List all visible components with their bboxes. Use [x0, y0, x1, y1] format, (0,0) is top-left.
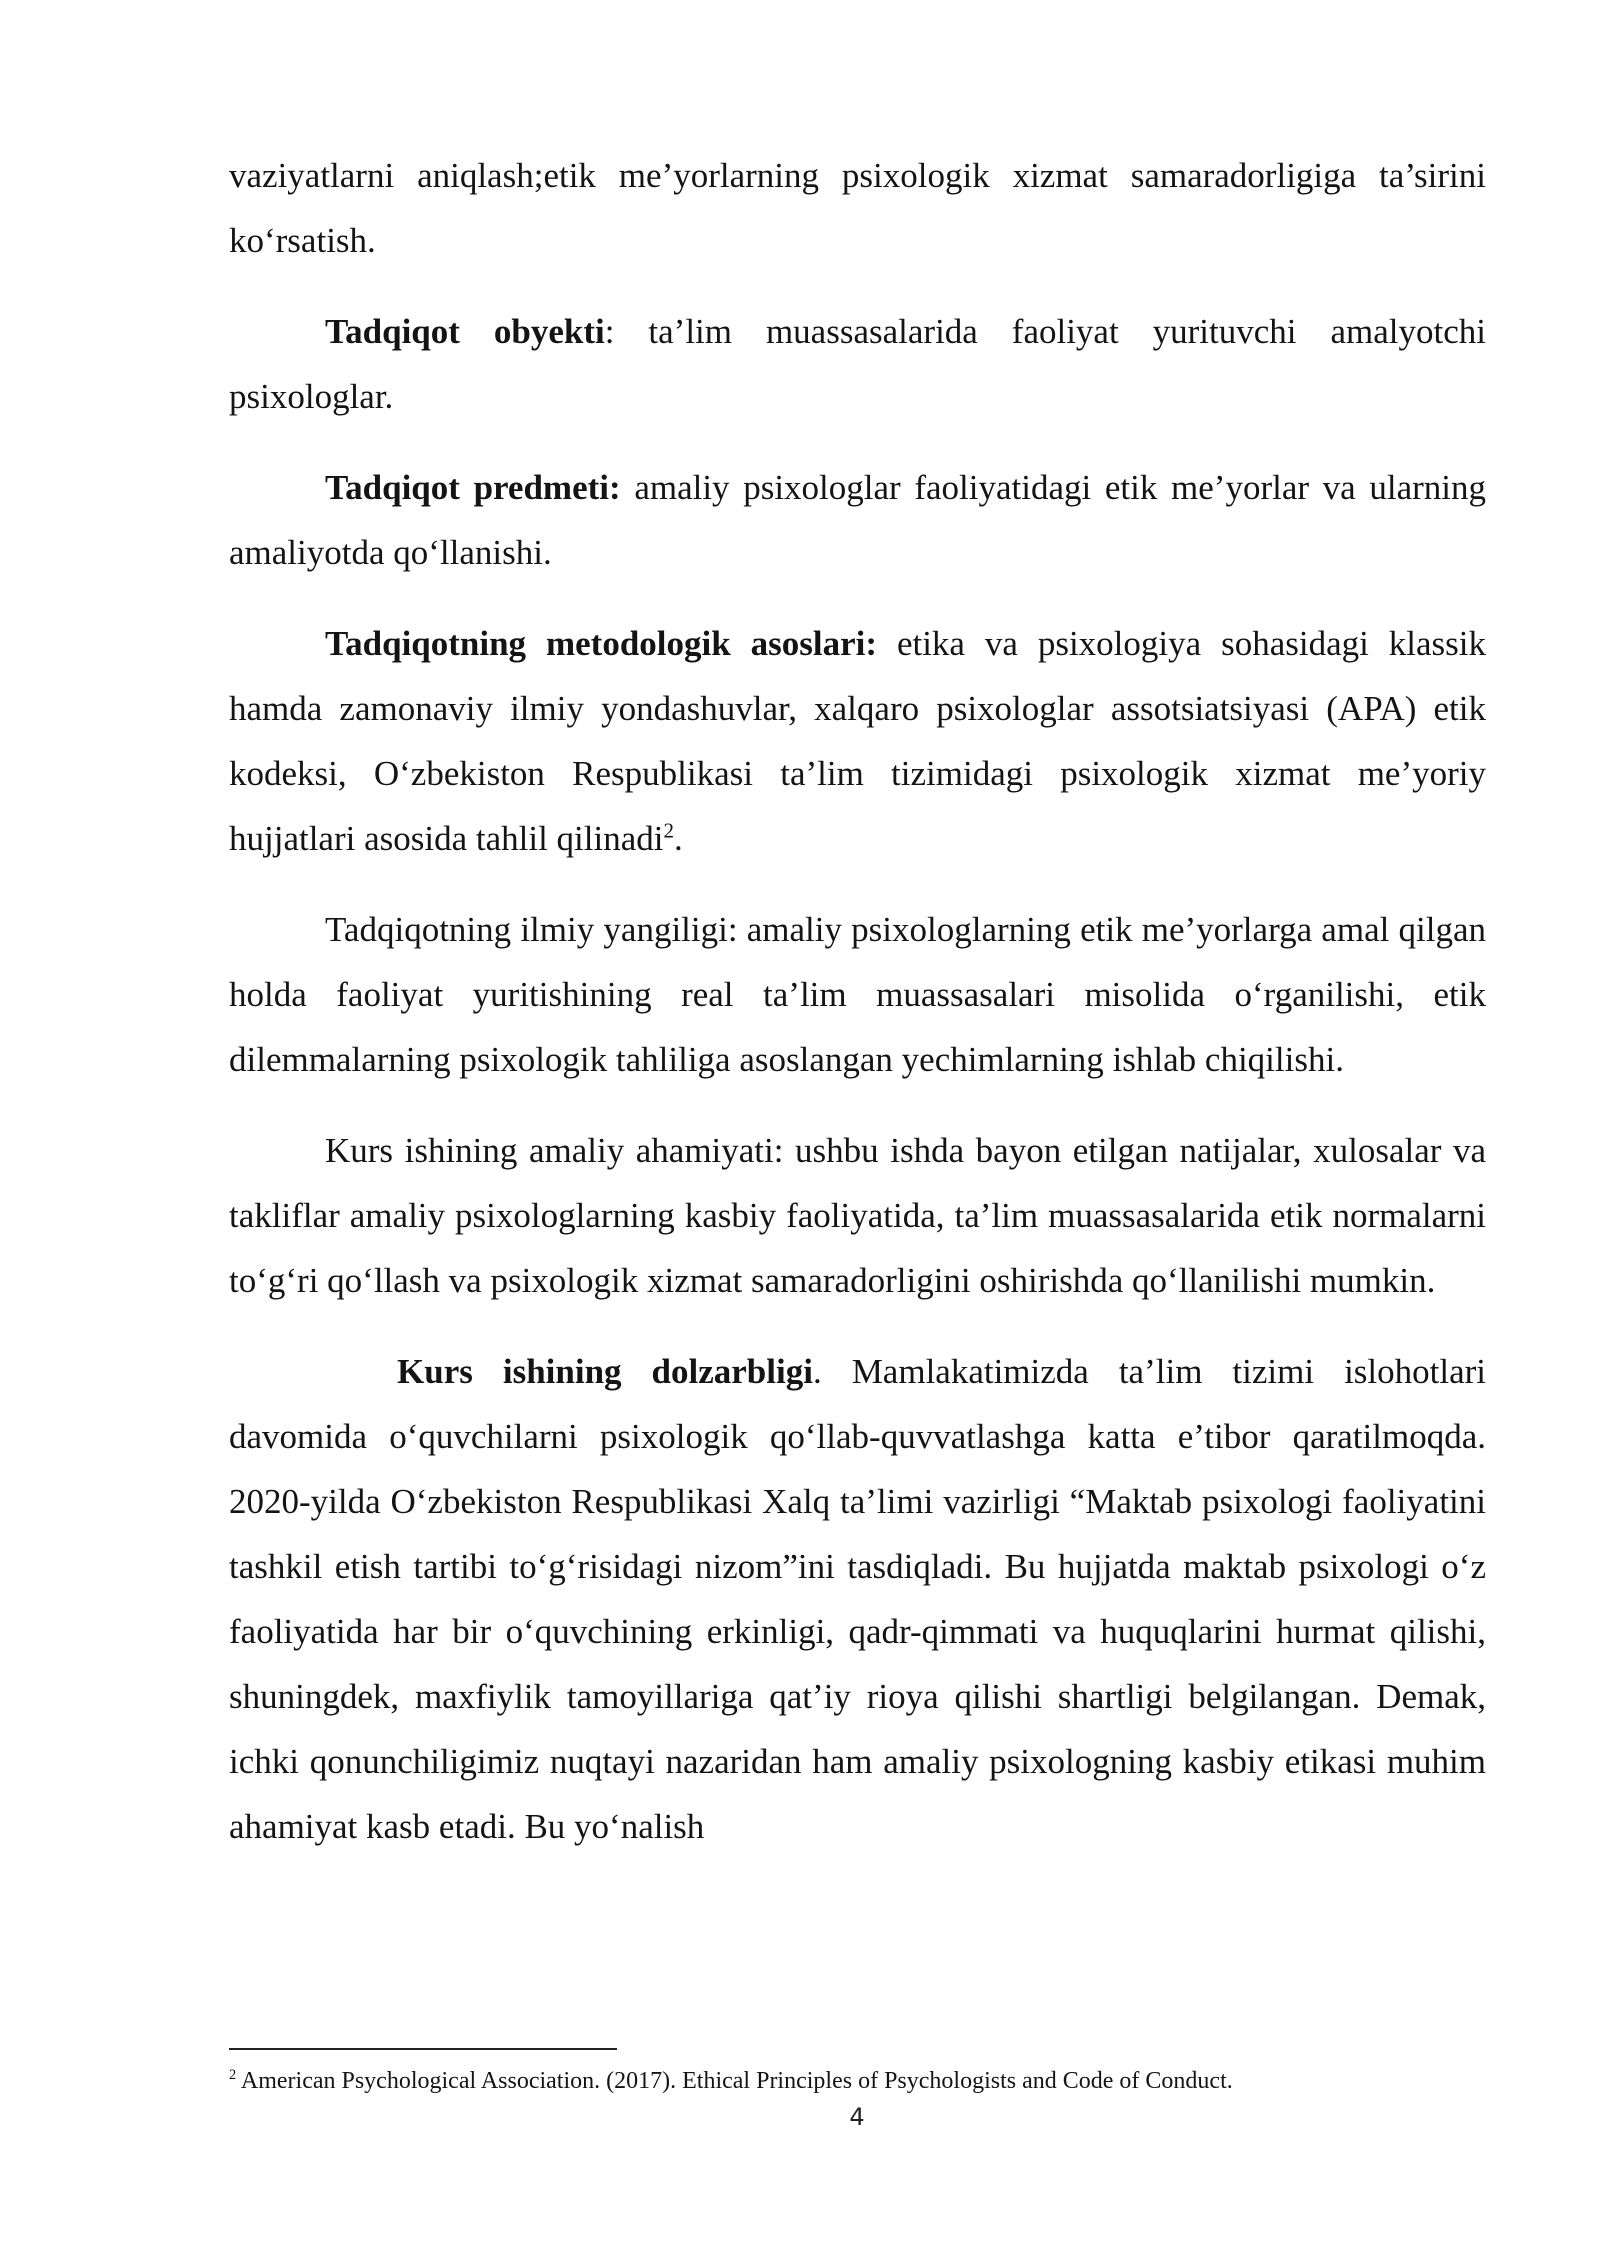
footnote — [229, 2064, 1486, 2098]
paragraph-text: Tadqiqotning ilmiy yangiligi: amaliy psixologlarning etik me’yorlarga amal qilgan holda faoliyat yuritishining real ta’lim muassasalari misolida o‘rganilishi, etik dilemmalarning psixologik tahliliga asoslangan yechimlarning ishlab chiqilishi. — [229, 910, 1486, 1079]
paragraph-continuation — [229, 143, 1486, 273]
paragraph-practical-value — [229, 1118, 1486, 1313]
footnote-reference: 2 — [663, 818, 674, 843]
paragraph-text: : ta’lim muassasalarida faoliyat yurituvchi amalyotchi psixologlar. — [229, 312, 1486, 416]
paragraph-methodology — [229, 611, 1486, 871]
paragraph-heading: Kurs ishining dolzarbligi — [397, 1352, 813, 1391]
body-text — [229, 143, 1486, 1885]
paragraph-text: amaliy psixologlar faoliyatidagi etik me’yorlar va ularning amaliyotda qo‘llanishi. — [229, 468, 1486, 572]
paragraph-end: . — [674, 819, 683, 858]
paragraph-text: vaziyatlarni aniqlash;etik me’yorlarning psixologik xizmat samaradorligiga ta’sirini ko‘rsatish. — [229, 156, 1486, 260]
paragraph-text: Kurs ishining amaliy ahamiyati: ushbu ishda bayon etilgan natijalar, xulosalar va takliflar amaliy psixologlarning kasbiy faoliyatida, ta’lim muassasalarida etik normalarni to‘g‘ri qo‘llash va psixologik xizmat samaradorligini oshirishda qo‘llanilishi mumkin. — [229, 1131, 1486, 1300]
paragraph-heading: Tadqiqot obyekti — [325, 312, 605, 351]
page-number: 4 — [849, 2103, 865, 2131]
paragraph-research-object — [229, 299, 1486, 429]
paragraph-heading: Tadqiqot predmeti: — [325, 468, 621, 507]
paragraph-research-subject — [229, 455, 1486, 585]
paragraph-heading: Tadqiqotning metodologik asoslari: — [325, 624, 878, 663]
footnote-separator — [229, 2048, 617, 2050]
footnote-marker: 2 — [229, 2067, 237, 2083]
paragraph-text: . Mamlakatimizda ta’lim tizimi islohotlari davomida o‘quvchilarni psixologik qo‘llab-quvvatlashga katta e’tibor qaratilmoqda. 2020-yilda O‘zbekiston Respublikasi Xalq ta’limi vazirligi “Maktab psixologi faoliyatini tashkil etish tartibi to‘g‘risidagi nizom”ini tasdiqladi. Bu hujjatda maktab psixologi o‘z faoliyatida har bir o‘quvchining erkinligi, qadr-qimmati va huquqlarini hurmat qilishi, shuningdek, maxfiylik tamoyillariga qat’iy rioya qilishi shartligi belgilangan. Demak, ichki qonunchiligimiz nuqtayi nazaridan ham amaliy psixologning kasbiy etikasi muhim ahamiyat kasb etadi. Bu yo‘nalish — [229, 1352, 1486, 1846]
paragraph-text: etika va psixologiya sohasidagi klassik hamda zamonaviy ilmiy yondashuvlar, xalqaro psixologlar assotsiatsiyasi (APA) etik kodeksi, O‘zbekiston Respublikasi ta’lim tizimidagi psixologik xizmat me’yoriy hujjatlari asosida tahlil qilinadi — [229, 624, 1486, 858]
paragraph-relevance — [229, 1339, 1486, 1859]
footnote-text: American Psychological Association. (2017). Ethical Principles of Psychologists and Code of Conduct. — [236, 2068, 1233, 2094]
paragraph-novelty — [229, 897, 1486, 1092]
